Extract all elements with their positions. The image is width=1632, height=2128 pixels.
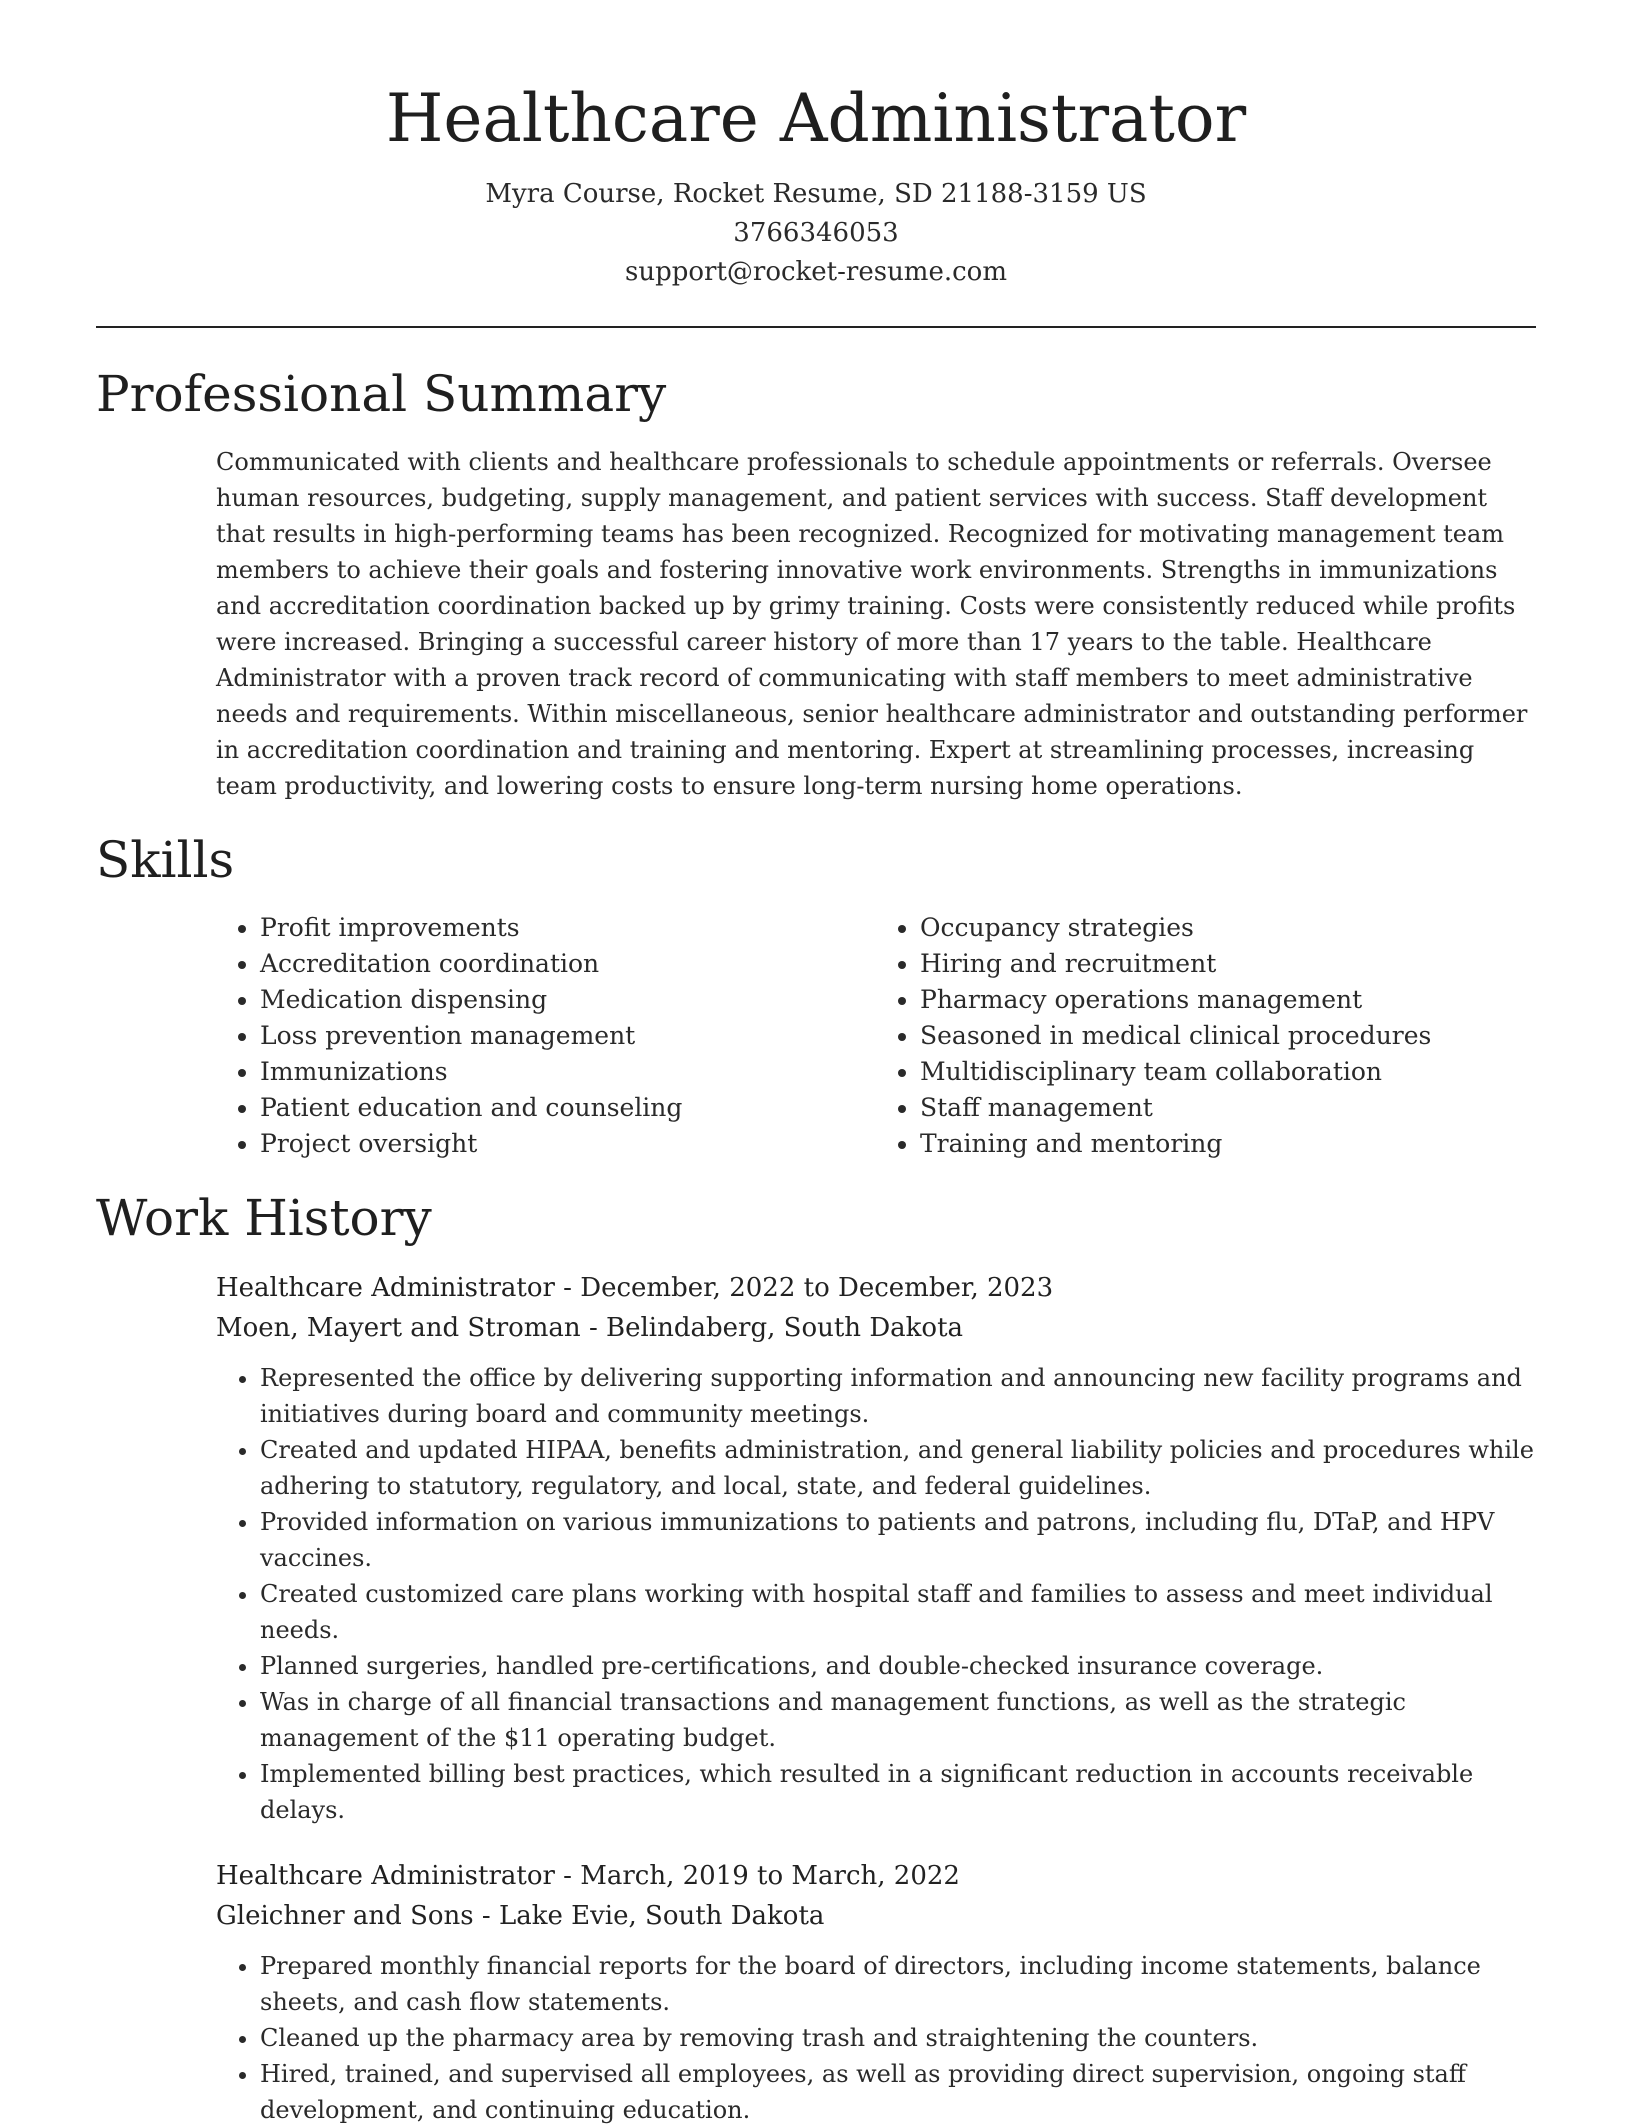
skill-item: • Accreditation coordination <box>260 946 876 982</box>
contact-phone: 3766346053 <box>733 218 899 248</box>
skill-item: • Profit improvements <box>260 910 876 946</box>
job-bullet: • Created customized care plans working with hospital staff and families to assess and meet individual needs. <box>260 1576 1536 1648</box>
job-entry <box>216 1268 1536 1828</box>
job-dates: - March, 2019 to March, 2022 <box>554 1861 960 1891</box>
job-bullet: • Created and updated HIPAA, benefits administration, and general liability policies and procedures while adhering to statutory, regulatory, and local, state, and federal guidelines. <box>260 1432 1536 1504</box>
skills-grid <box>216 910 1536 1162</box>
job-title: Healthcare Administrator <box>216 1861 555 1891</box>
job-bullet-list <box>216 1360 1536 1828</box>
skills-column-right <box>876 910 1536 1162</box>
job-bullet: • Cleaned up the pharmacy area by removing trash and straightening the counters. <box>260 2020 1536 2056</box>
skill-item: • Medication dispensing <box>260 982 876 1018</box>
professional-summary-section <box>96 364 1536 804</box>
skills-section <box>96 830 1536 1162</box>
skill-item: • Pharmacy operations management <box>920 982 1536 1018</box>
job-company: Moen, Mayert and Stroman <box>216 1313 581 1343</box>
resume-header <box>96 80 1536 292</box>
skill-item: • Project oversight <box>260 1126 876 1162</box>
skill-item: • Hiring and recruitment <box>920 946 1536 982</box>
skill-item: • Patient education and counseling <box>260 1090 876 1126</box>
job-title: Healthcare Administrator <box>216 1273 555 1303</box>
job-bullet: • Provided information on various immunizations to patients and patrons, including flu, DTaP, and HPV vaccines. <box>260 1504 1536 1576</box>
job-bullet: • Represented the office by delivering supporting information and announcing new facility programs and initiatives during board and community meetings. <box>260 1360 1536 1432</box>
skill-item: • Loss prevention management <box>260 1018 876 1054</box>
job-title-line <box>216 1856 1536 1896</box>
job-bullet: • Implemented billing best practices, which resulted in a significant reduction in accounts receivable delays. <box>260 1756 1536 1828</box>
job-company-line <box>216 1896 1536 1936</box>
skill-item: • Staff management <box>920 1090 1536 1126</box>
job-bullet: • Prepared monthly financial reports for the board of directors, including income statements, balance sheets, and cash flow statements. <box>260 1948 1536 2020</box>
skill-item: • Multidisciplinary team collaboration <box>920 1054 1536 1090</box>
skill-item: • Seasoned in medical clinical procedures <box>920 1018 1536 1054</box>
job-title-line <box>216 1268 1536 1308</box>
section-title-skills: Skills <box>96 831 235 889</box>
job-dates: - December, 2022 to December, 2023 <box>554 1273 1054 1303</box>
section-title-work-history: Work History <box>96 1189 432 1247</box>
skill-item: • Immunizations <box>260 1054 876 1090</box>
section-title-summary: Professional Summary <box>96 365 667 423</box>
job-location: - Belindaberg, South Dakota <box>580 1313 964 1343</box>
job-company-line <box>216 1308 1536 1348</box>
contact-email: support@rocket-resume.com <box>624 257 1007 287</box>
skills-column-left <box>216 910 876 1162</box>
work-history-section <box>96 1188 1536 2128</box>
skill-item: • Training and mentoring <box>920 1126 1536 1162</box>
job-bullet-list <box>216 1948 1536 2128</box>
job-company: Gleichner and Sons <box>216 1901 474 1931</box>
skills-body <box>96 910 1536 1162</box>
header-divider <box>96 326 1536 328</box>
summary-text: Communicated with clients and healthcare professionals to schedule appointments or referrals. Oversee human resources, budgeting, supply management, and patient services with success. Staff development that results in high-performing teams has been recognized. Recognized for motivating management team members to achieve their goals and fostering innovative work environments. Strengths in immunizations and accreditation coordination backed up by grimy training. Costs were consistently reduced while profits were increased. Bringing a successful career history of more than 17 years to the table. Healthcare Administrator with a proven track record of communicating with staff members to meet administrative needs and requirements. Within miscellaneous, senior healthcare administrator and outstanding performer in accreditation coordination and training and mentoring. Expert at streamlining processes, increasing team productivity, and lowering costs to ensure long-term nursing home operations. <box>216 448 1528 800</box>
work-history-body <box>96 1268 1536 2128</box>
job-location: - Lake Evie, South Dakota <box>473 1901 825 1931</box>
skill-item: • Occupancy strategies <box>920 910 1536 946</box>
job-bullet: • Hired, trained, and supervised all employees, as well as providing direct supervision, ongoing staff development, and continuing education. <box>260 2056 1536 2128</box>
job-bullet: • Was in charge of all financial transactions and management functions, as well as the strategic management of the $11 operating budget. <box>260 1684 1536 1756</box>
resume-title: Healthcare Administrator <box>385 80 1247 157</box>
summary-body <box>96 444 1536 804</box>
job-entry <box>216 1856 1536 2128</box>
contact-address: Myra Course, Rocket Resume, SD 21188-3159 US <box>485 179 1147 209</box>
job-bullet: • Planned surgeries, handled pre-certifications, and double-checked insurance coverage. <box>260 1648 1536 1684</box>
